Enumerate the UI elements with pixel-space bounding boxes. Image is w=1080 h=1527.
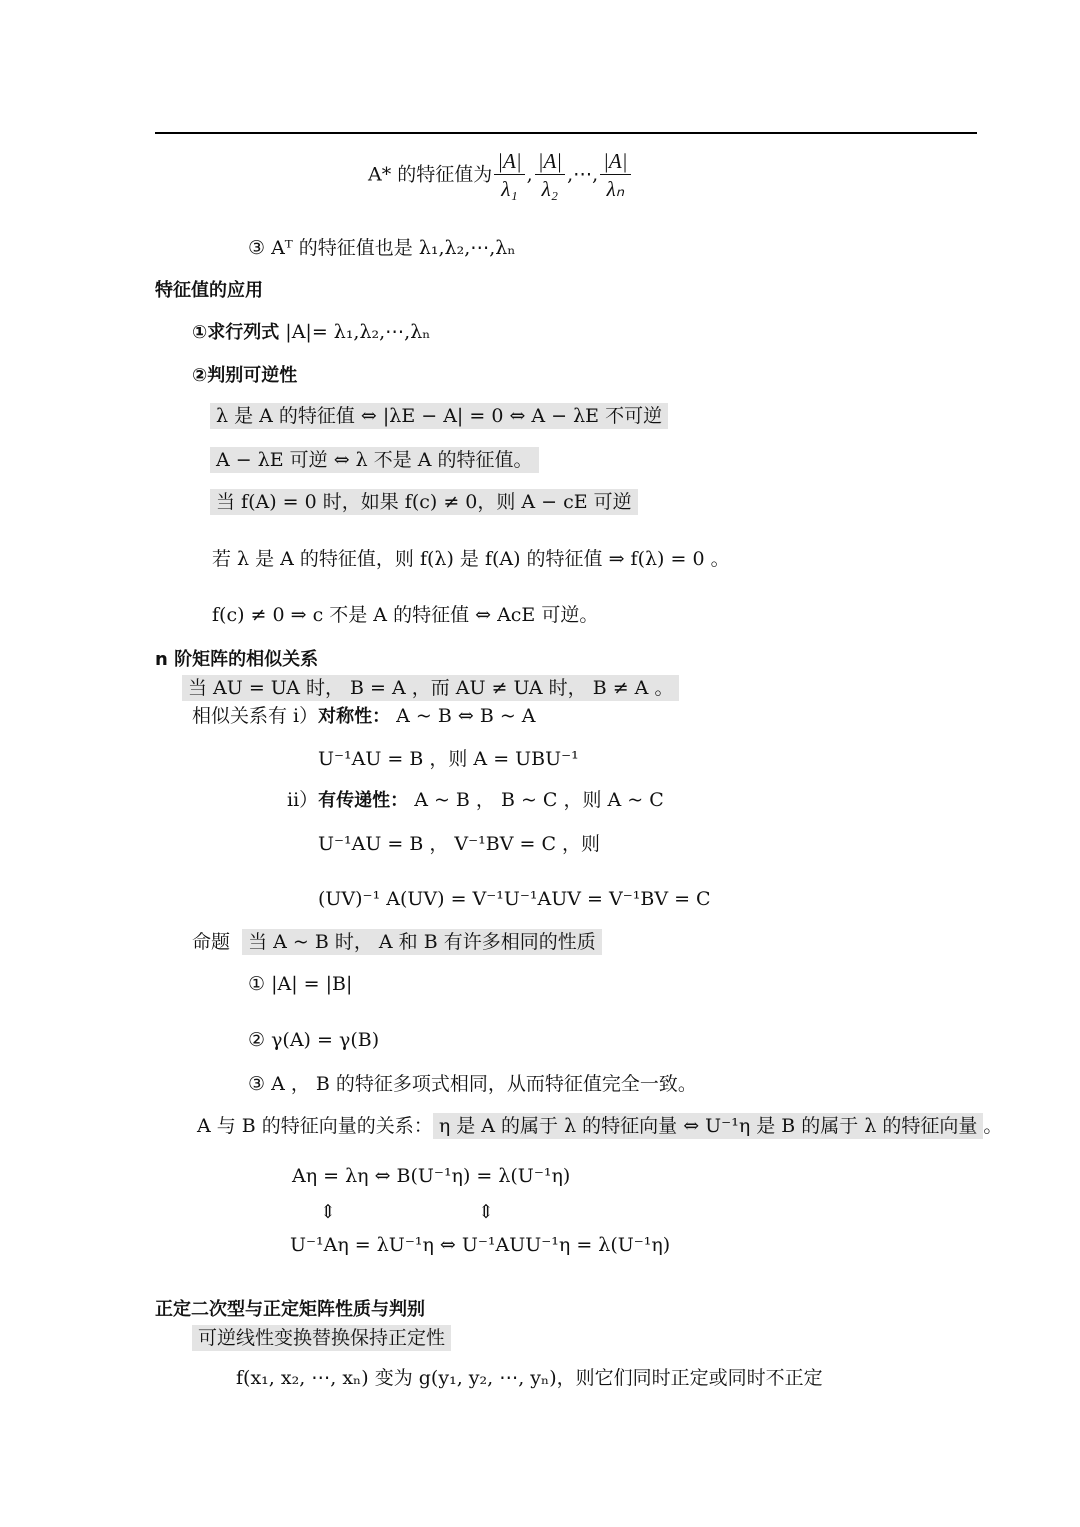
equivalence-arrow-left: ⇕ (320, 1201, 336, 1223)
commute-condition-line (182, 674, 679, 702)
polynomial-eigenvalue-line: 若 λ 是 A 的特征值，则 f(λ) 是 f(A) 的特征值 ⇒ f(λ) = 0 。 (212, 548, 730, 570)
invertible-transform-statement: 可逆线性变换替换保持正定性 (192, 1325, 451, 1351)
property-rank-line: ② γ(A) = γ(B) (248, 1029, 380, 1051)
polynomial-invertibility: 当 f(A) = 0 时，如果 f(c) ≠ 0，则 A − cE 可逆 (210, 489, 638, 515)
transpose-eigenvalues-line: ③ Aᵀ 的特征值也是 λ₁,λ₂,⋯,λₙ (248, 237, 516, 259)
fraction-2-numerator: |A| (535, 148, 565, 175)
symmetry-expression: A ~ B ⇔ B ~ A (390, 705, 536, 727)
transitivity-result-line: (UV)⁻¹ A(UV) = V⁻¹U⁻¹AUV = V⁻¹BV = C (318, 888, 711, 910)
ellipsis-separator: ,⋯, (567, 163, 599, 186)
determinant-label: ①求行列式 (192, 322, 280, 343)
symmetry-proof-line: U⁻¹AU = B ，则 A = UBU⁻¹ (318, 748, 579, 770)
transitivity-prefix: ii） (287, 789, 319, 811)
eigenvector-relation-line (197, 1112, 1002, 1140)
eigen-equation-bottom-line: U⁻¹Aη = λU⁻¹η ⇔ U⁻¹AUU⁻¹η = λ(U⁻¹η) (290, 1234, 671, 1256)
invertibility-criterion: λ 是 A 的特征值 ⇔ |λE − A| = 0 ⇔ A − λE 不可逆 (210, 403, 668, 429)
equivalence-arrow-right: ⇕ (478, 1201, 494, 1223)
transitivity-expression: A ~ B ， B ~ C ，则 A ~ C (408, 789, 664, 811)
invertibility-criterion-line (210, 402, 668, 430)
fraction-3-denominator: λₙ (606, 177, 625, 201)
adjugate-eigenvalues-line: A* 的特征值为 $\frac{|A|}{\text{λ₁}}$ , $\frac{|A|}{\text{λ₂}}$ ,⋯, $\frac{|A|}{\text{λₙ}}$ (368, 148, 633, 203)
fraction-2 (535, 148, 565, 203)
symmetry-prefix: 相似关系有 i） (192, 705, 319, 727)
heading-positive-definite: 正定二次型与正定矩阵性质与判别 (155, 1299, 425, 1320)
property-determinant-line: ① |A| = |B| (248, 973, 353, 995)
fraction-3-numerator: |A| (600, 148, 630, 175)
eigenvector-relation-statement: η 是 A 的属于 λ 的特征向量 ⇔ U⁻¹η 是 B 的属于 λ 的特征向量 (433, 1113, 984, 1139)
eigenvector-relation-prefix: A 与 B 的特征向量的关系： (197, 1115, 433, 1137)
symmetry-label: 对称性： (318, 706, 391, 727)
determinant-line (192, 318, 430, 347)
fraction-3 (600, 148, 630, 203)
polynomial-invertibility-line (210, 488, 638, 516)
fraction-2-denominator: λ₂ (541, 177, 559, 201)
adjugate-eigenvalues-prefix: A* 的特征值为 (368, 163, 493, 186)
header-rule (155, 132, 977, 134)
transitivity-proof-line: U⁻¹AU = B ， V⁻¹BV = C ，则 (318, 833, 601, 855)
eigen-equation-top-line: Aη = λη ⇔ B(U⁻¹η) = λ(U⁻¹η) (292, 1165, 571, 1187)
heading-similarity: n 阶矩阵的相似关系 (155, 649, 319, 670)
invertible-not-eigenvalue: A − λE 可逆 ⇔ λ 不是 A 的特征值。 (210, 447, 539, 473)
polynomial-nonzero-line: f(c) ≠ 0 ⇒ c 不是 A 的特征值 ⇔ AcE 可逆。 (212, 604, 599, 626)
invertibility-heading: ②判别可逆性 (192, 365, 298, 386)
proposition-label: 命题 (192, 931, 231, 953)
invertible-not-eigenvalue-line (210, 446, 539, 474)
transitivity-line (287, 786, 664, 815)
proposition-line (192, 928, 602, 956)
commute-condition: 当 AU = UA 时， B = A ，而 AU ≠ UA 时， B ≠ A 。 (182, 675, 679, 701)
proposition-statement: 当 A ~ B 时， A 和 B 有许多相同的性质 (242, 929, 602, 955)
quadratic-form-transform-line: f(x₁, x₂, ⋯, xₙ) 变为 g(y₁, y₂, ⋯, yₙ)，则它们同时正定或同时不正定 (236, 1367, 823, 1389)
transitivity-label: 有传递性： (318, 790, 409, 811)
invertible-transform-line (192, 1324, 451, 1352)
determinant-expression: |A|= λ₁,λ₂,⋯,λₙ (279, 321, 431, 343)
fraction-1 (494, 148, 524, 203)
eigenvector-relation-end: 。 (983, 1115, 1003, 1137)
fraction-1-numerator: |A| (494, 148, 524, 175)
property-characteristic-polynomial-line: ③ A ， B 的特征多项式相同，从而特征值完全一致。 (248, 1073, 697, 1095)
symmetry-line (192, 702, 536, 731)
heading-eigenvalue-applications: 特征值的应用 (155, 280, 263, 301)
fraction-1-denominator: λ₁ (501, 177, 518, 201)
